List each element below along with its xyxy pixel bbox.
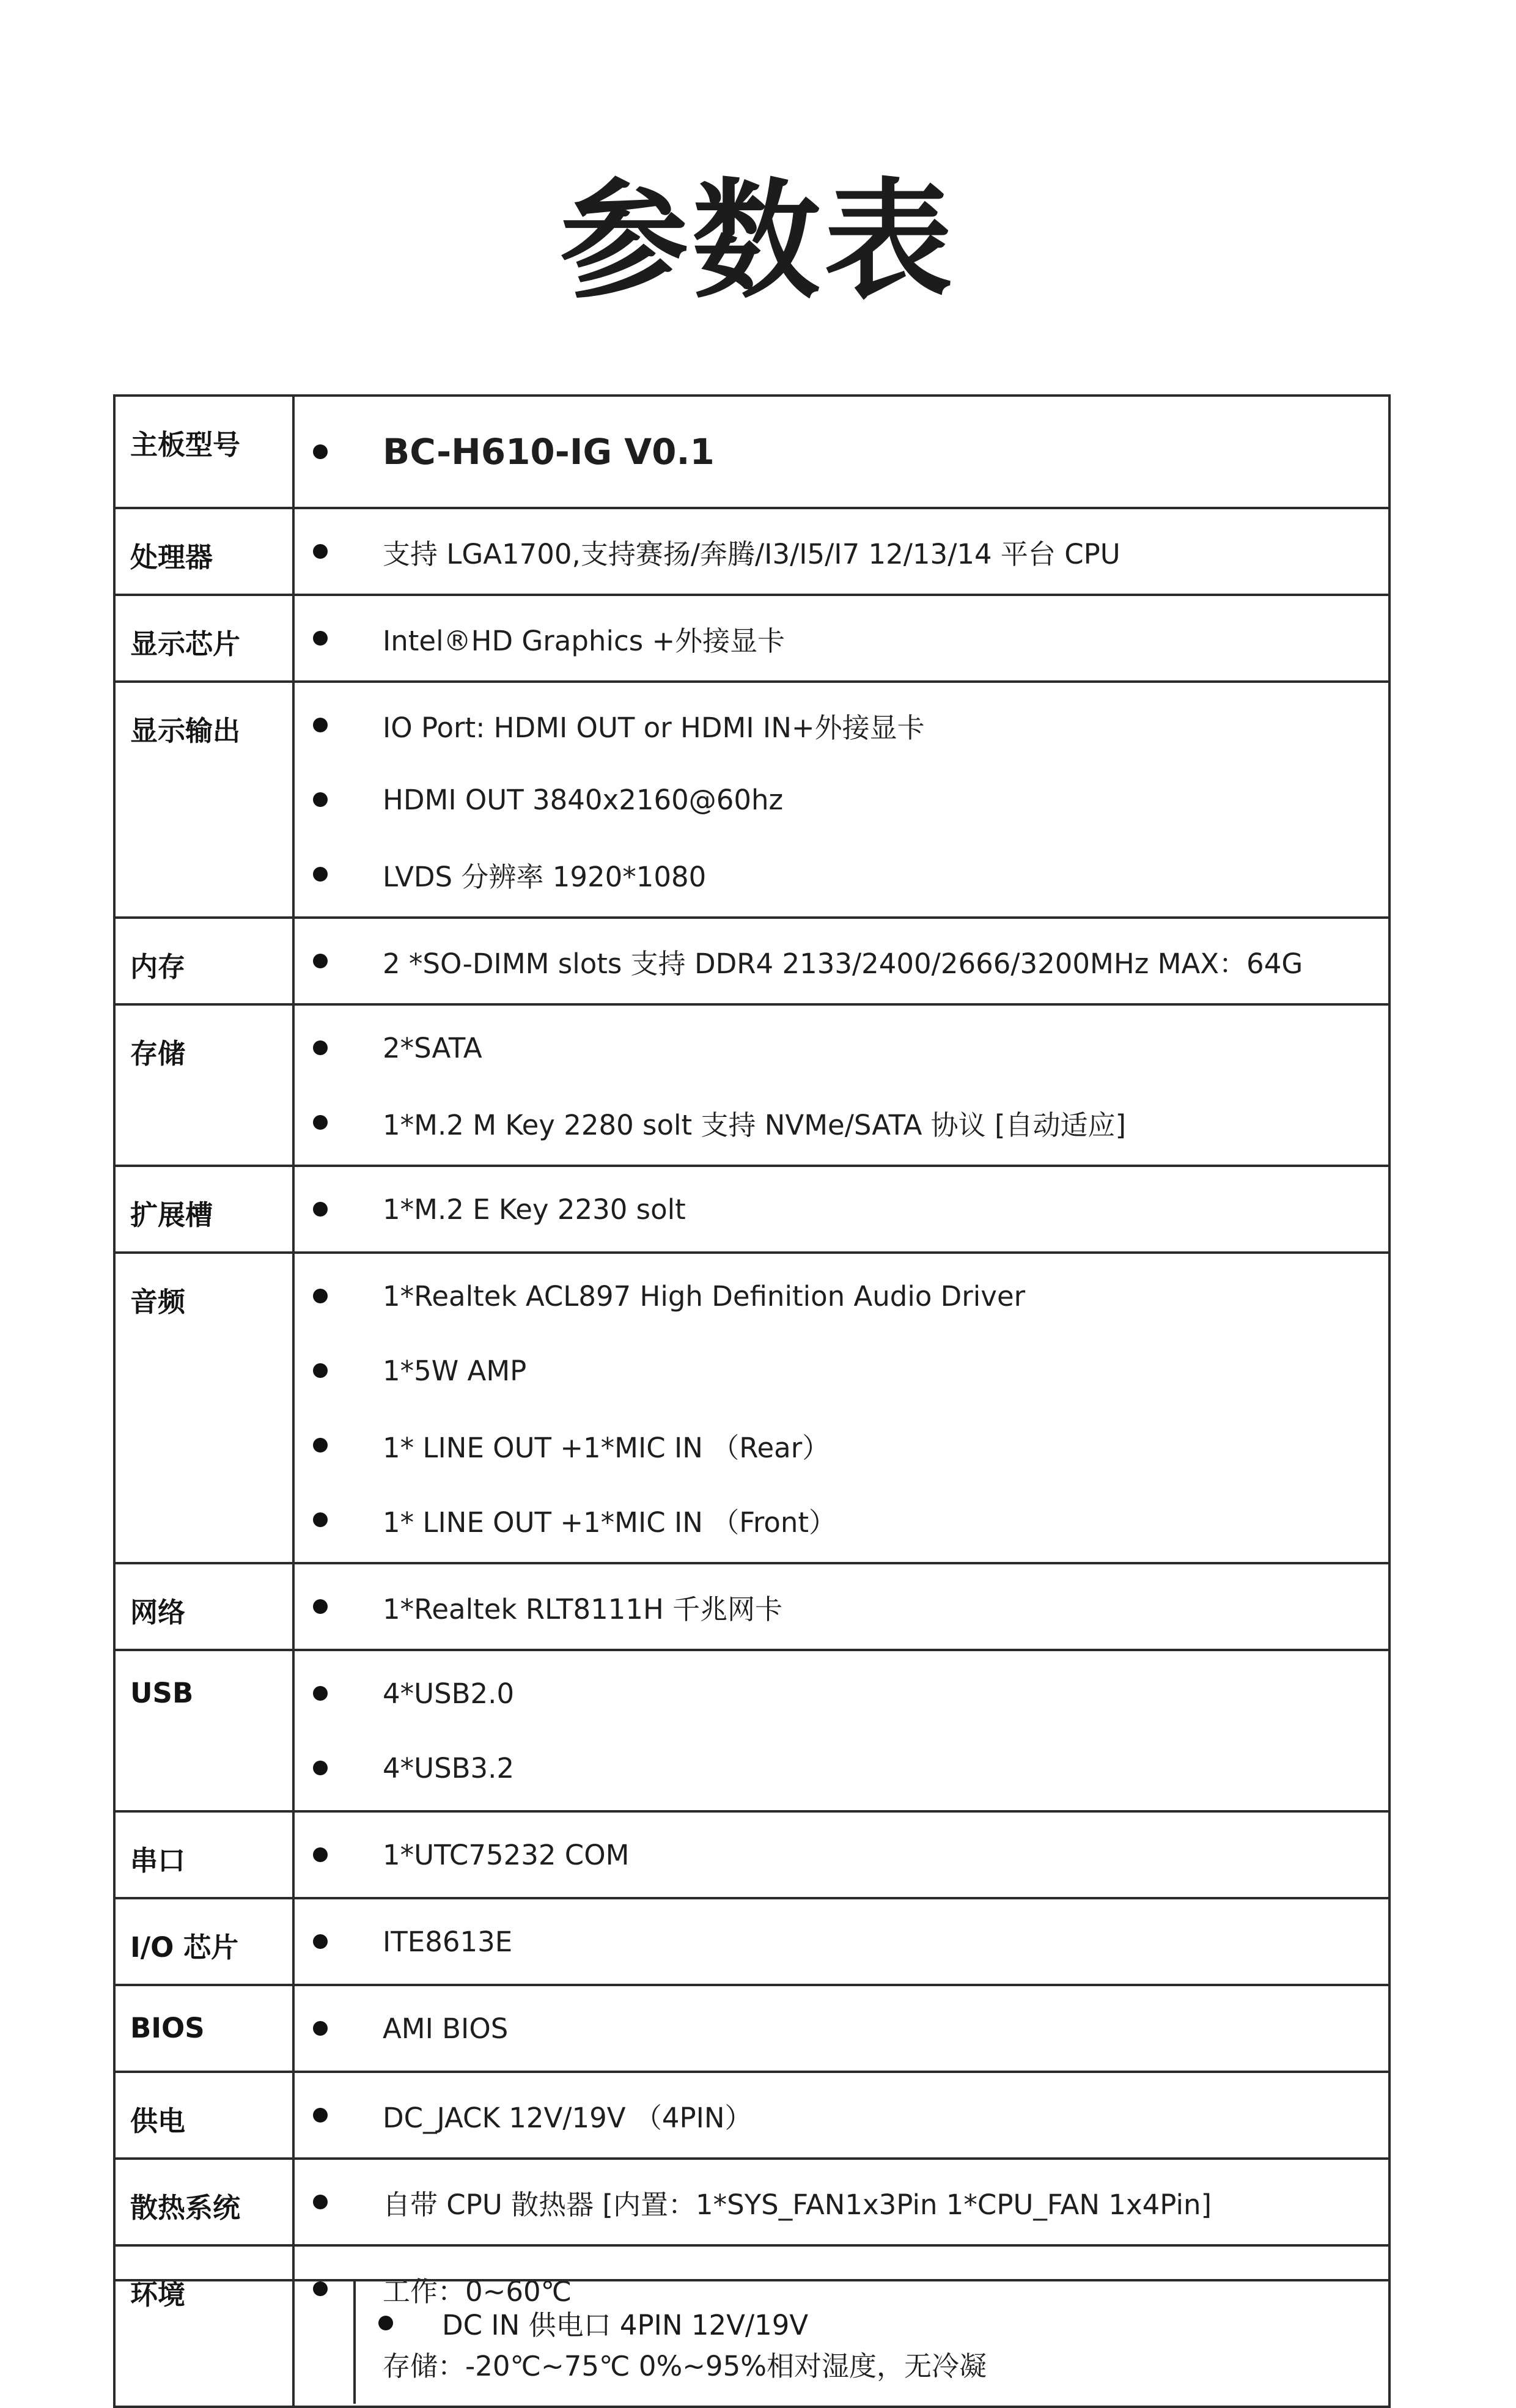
spec-label: 显示输出 — [114, 682, 293, 918]
spec-item-text: 2 *SO-DIMM slots 支持 DDR4 2133/2400/2666/3200MHz MAX：64G — [383, 947, 1303, 980]
spec-row — [114, 682, 1389, 918]
connector-table — [113, 2279, 1391, 2401]
spec-item — [295, 1482, 1388, 1557]
spec-item-text: AMI BIOS — [383, 2012, 509, 2045]
spec-label: 串口 — [114, 1811, 293, 1898]
spec-value-cell — [293, 682, 1389, 918]
spec-item — [295, 1731, 1388, 1805]
spec-item-text: 4*USB3.2 — [383, 1751, 515, 1784]
bullet-icon — [313, 1512, 328, 1527]
spec-item-text: 1*Realtek RLT8111H 千兆网卡 — [383, 1592, 783, 1626]
spec-row — [114, 508, 1389, 595]
spec-item — [295, 1656, 1388, 1731]
spec-row — [114, 396, 1389, 508]
spec-label: 存储 — [114, 1004, 293, 1166]
spec-item-text: 4*USB2.0 — [383, 1677, 515, 1710]
spec-value-cell — [293, 1563, 1389, 1650]
spec-item-text: BC-H610-IG V0.1 — [383, 431, 715, 473]
bullet-icon — [313, 867, 328, 882]
spec-item — [295, 1817, 1388, 1892]
spec-value-cell — [293, 1985, 1389, 2072]
bullet-icon — [313, 1040, 328, 1055]
spec-label: 音频 — [114, 1253, 293, 1563]
spec-label: 供电 — [114, 2072, 293, 2159]
spec-item-text: ITE8613E — [383, 1925, 513, 1958]
spec-item — [295, 688, 1388, 762]
spec-item-text: 支持 LGA1700,支持赛扬/奔腾/I3/I5/I7 12/13/14 平台 CPU — [383, 537, 1120, 570]
spec-row — [114, 1563, 1389, 1650]
bullet-icon — [313, 1686, 328, 1701]
spec-value-cell — [293, 2072, 1389, 2159]
spec-item — [295, 1011, 1388, 1085]
bullet-icon — [313, 631, 328, 646]
spec-item-text: LVDS 分辨率 1920*1080 — [383, 860, 707, 893]
spec-label: USB — [114, 1650, 293, 1811]
spec-value-cell — [293, 1253, 1389, 1563]
spec-item — [295, 1408, 1388, 1482]
bullet-icon — [313, 954, 328, 968]
spec-row — [114, 1253, 1389, 1563]
spec-item — [295, 837, 1388, 911]
spec-label: 内存 — [114, 918, 293, 1004]
spec-row — [114, 1811, 1389, 1898]
bullet-icon — [313, 718, 328, 732]
spec-row — [114, 1985, 1389, 2072]
spec-item-text: 1* LINE OUT +1*MIC IN （Front） — [383, 1506, 837, 1539]
bullet-icon — [313, 1289, 328, 1303]
bullet-icon — [378, 2316, 393, 2330]
bullet-icon — [313, 1761, 328, 1775]
spec-item-text: 2*SATA — [383, 1031, 482, 1064]
spec-item — [295, 1085, 1388, 1160]
spec-row — [114, 1898, 1389, 1985]
spec-item — [295, 1333, 1388, 1408]
spec-item — [295, 1569, 1388, 1644]
spec-value-cell — [293, 1811, 1389, 1898]
spec-item — [295, 1172, 1388, 1246]
spec-item — [295, 601, 1388, 676]
spec-value-cell — [293, 396, 1389, 508]
spec-item-text: 存储：-20℃~75℃ 0%~95%相对湿度，无冷凝 — [383, 2349, 987, 2382]
spec-item — [295, 402, 1388, 502]
spec-row — [114, 1004, 1389, 1166]
spec-item — [295, 2165, 1388, 2239]
spec-item-text: 1*UTC75232 COM — [383, 1838, 630, 1871]
spec-row — [114, 595, 1389, 682]
spec-item-text: IO Port: HDMI OUT or HDMI IN+外接显卡 — [383, 711, 925, 744]
spec-row — [114, 2072, 1389, 2159]
spec-label: 处理器 — [114, 508, 293, 595]
spec-value-cell — [293, 595, 1389, 682]
spec-item-text: HDMI OUT 3840x2160@60hz — [383, 783, 784, 816]
spec-label: 显示芯片 — [114, 595, 293, 682]
spec-item — [295, 924, 1388, 998]
spec-label: 环境 — [114, 2245, 293, 2407]
bullet-icon — [313, 1202, 328, 1217]
spec-value-cell — [293, 508, 1389, 595]
spec-label: 主板型号 — [114, 396, 293, 508]
spec-label: 散热系统 — [114, 2159, 293, 2245]
spec-value-cell — [293, 1166, 1389, 1253]
spec-row — [114, 1650, 1389, 1811]
spec-item-text: 自带 CPU 散热器 [内置：1*SYS_FAN1x3Pin 1*CPU_FAN 1x4Pin] — [383, 2188, 1212, 2221]
spec-table — [113, 394, 1391, 2408]
spec-item — [295, 762, 1388, 837]
bullet-icon — [313, 1363, 328, 1378]
bullet-icon — [313, 1599, 328, 1614]
spec-label: 扩展槽 — [114, 1166, 293, 1253]
page-title: 参数表 — [559, 166, 956, 316]
bullet-icon — [313, 1438, 328, 1453]
connector-item — [378, 2303, 808, 2343]
bullet-icon — [313, 444, 328, 459]
spec-item — [295, 514, 1388, 589]
spec-item — [295, 1991, 1388, 2066]
spec-label: BIOS — [114, 1985, 293, 2072]
spec-value-cell — [293, 2159, 1389, 2245]
spec-label: 网络 — [114, 1563, 293, 1650]
spec-item-text: 1*5W AMP — [383, 1354, 527, 1387]
bullet-icon — [313, 792, 328, 807]
spec-item-text: 1*M.2 M Key 2280 solt 支持 NVMe/SATA 协议 [自动适应] — [383, 1108, 1127, 1141]
spec-value-cell — [293, 1898, 1389, 1985]
spec-item — [295, 2078, 1388, 2152]
bullet-icon — [313, 1847, 328, 1862]
bullet-icon — [313, 2195, 328, 2209]
spec-row — [114, 918, 1389, 1004]
spec-item — [295, 1904, 1388, 1979]
connector-item-text: DC IN 供电口 4PIN 12V/19V — [442, 2309, 809, 2341]
bullet-icon — [313, 2108, 328, 2123]
spec-value-cell — [293, 918, 1389, 1004]
spec-row — [114, 1166, 1389, 1253]
spec-row — [114, 2159, 1389, 2245]
spec-value-cell — [293, 1004, 1389, 1166]
spec-item-text: 工作：0~60℃ — [383, 2275, 572, 2308]
spec-label: I/O 芯片 — [114, 1898, 293, 1985]
spec-item-text: Intel®HD Graphics +外接显卡 — [383, 624, 786, 657]
spec-item-text: 1*M.2 E Key 2230 solt — [383, 1193, 686, 1226]
spec-item-text: 1*Realtek ACL897 High Definition Audio Driver — [383, 1279, 1026, 1313]
column-divider — [353, 2281, 356, 2404]
bullet-icon — [313, 544, 328, 559]
spec-item-text: DC_JACK 12V/19V （4PIN） — [383, 2101, 752, 2134]
bullet-icon — [313, 1115, 328, 1130]
bullet-icon — [313, 2021, 328, 2036]
spec-item — [295, 1259, 1388, 1333]
spec-value-cell — [293, 1650, 1389, 1811]
spec-item-text: 1* LINE OUT +1*MIC IN （Rear） — [383, 1431, 830, 1464]
bullet-icon — [313, 1934, 328, 1949]
